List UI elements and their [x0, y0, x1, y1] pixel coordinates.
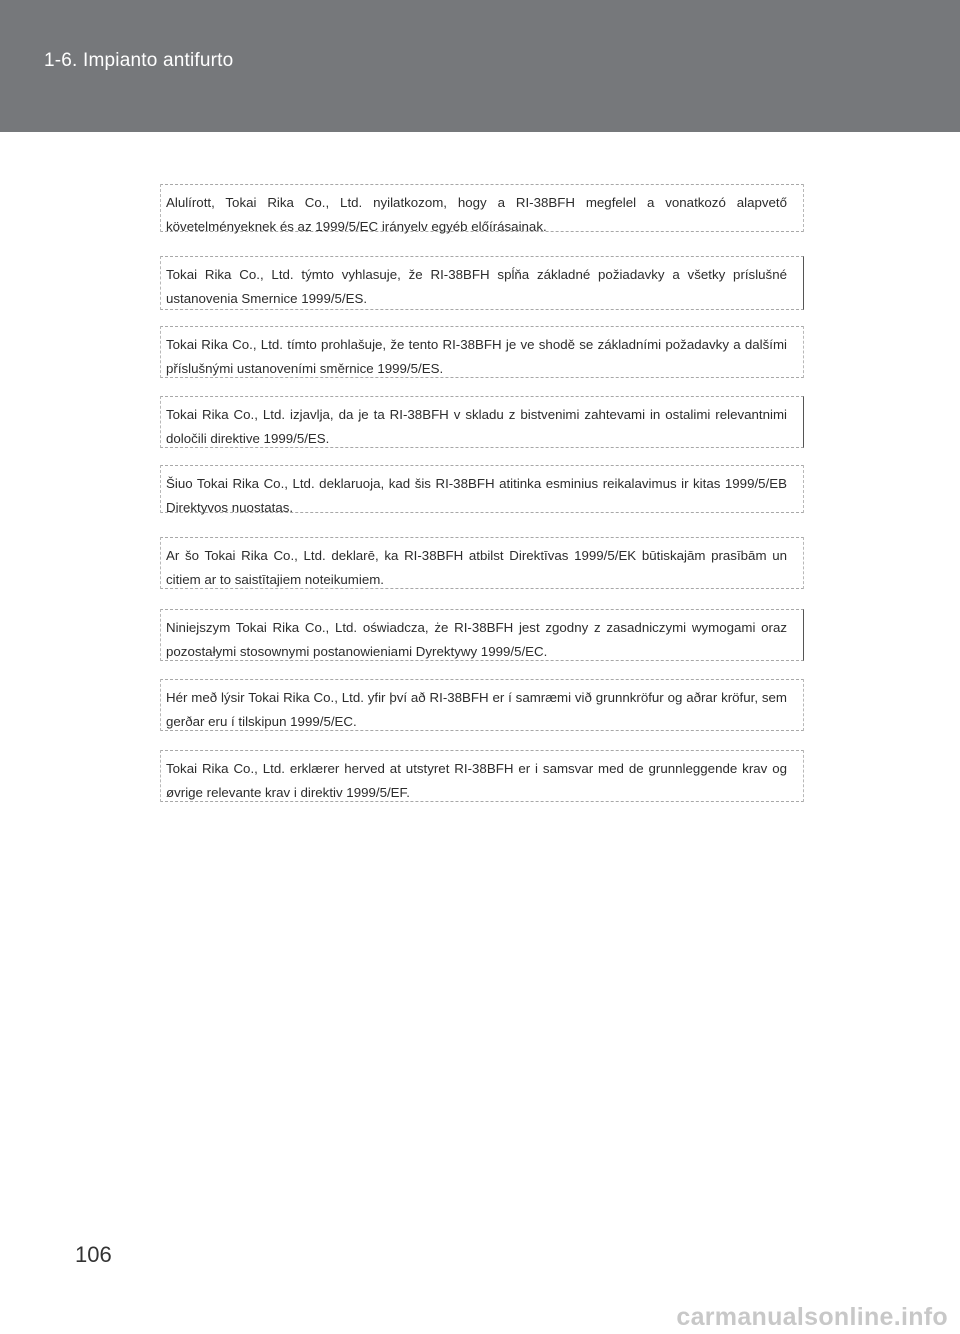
declaration-polish — [160, 609, 804, 661]
watermark: carmanualsonline.info — [676, 1303, 948, 1331]
section-title: 1-6. Impianto antifurto — [44, 50, 234, 71]
declaration-text: Tokai Rika Co., Ltd. erklærer herved at utstyret RI-38BFH er i samsvar med de grunnleggende krav og øvrige relevante krav i direktiv 1999/5/EF. — [166, 761, 787, 800]
declaration-text: Tokai Rika Co., Ltd. tímto prohlašuje, že tento RI-38BFH je ve shodě se základními požadavky a dalšími příslušnými ustanoveními směrnice 1999/5/ES. — [166, 337, 787, 376]
declaration-czech — [160, 326, 804, 378]
declaration-slovak — [160, 256, 804, 310]
declaration-norwegian — [160, 750, 804, 802]
declaration-latvian — [160, 537, 804, 589]
declaration-hungarian — [160, 184, 804, 232]
declaration-lithuanian — [160, 465, 804, 513]
page-number: 106 — [75, 1242, 112, 1267]
declaration-text: Alulírott, Tokai Rika Co., Ltd. nyilatkozom, hogy a RI-38BFH megfelel a vonatkozó alapvető követelményeknek és az 1999/5/EC irányelv egyéb előírásainak. — [166, 195, 787, 234]
declaration-text: Tokai Rika Co., Ltd. izjavlja, da je ta RI-38BFH v skladu z bistvenimi zahtevami in ostalimi relevantnimi določili direktive 1999/5/ES. — [166, 407, 787, 446]
declaration-text: Hér með lýsir Tokai Rika Co., Ltd. yfir því að RI-38BFH er í samræmi við grunnkröfur og aðrar kröfur, sem gerðar eru í tilskipun 1999/5/EC. — [166, 690, 787, 729]
page-header — [0, 0, 960, 132]
declaration-text: Tokai Rika Co., Ltd. týmto vyhlasuje, že RI-38BFH spĺňa základné požiadavky a všetky príslušné ustanovenia Smernice 1999/5/ES. — [166, 267, 787, 306]
declaration-icelandic — [160, 679, 804, 731]
declaration-slovenian — [160, 396, 804, 448]
declaration-text: Šiuo Tokai Rika Co., Ltd. deklaruoja, kad šis RI-38BFH atitinka esminius reikalavimus ir kitas 1999/5/EB Direktyvos nuostatas. — [166, 476, 787, 515]
declaration-text: Ar šo Tokai Rika Co., Ltd. deklarē, ka RI-38BFH atbilst Direktīvas 1999/5/EK būtiskajām prasībām un citiem ar to saistītajiem noteikumiem. — [166, 548, 787, 587]
declaration-text: Niniejszym Tokai Rika Co., Ltd. oświadcza, że RI-38BFH jest zgodny z zasadniczymi wymogami oraz pozostałymi stosownymi postanowieniami Dyrektywy 1999/5/EC. — [166, 620, 787, 659]
